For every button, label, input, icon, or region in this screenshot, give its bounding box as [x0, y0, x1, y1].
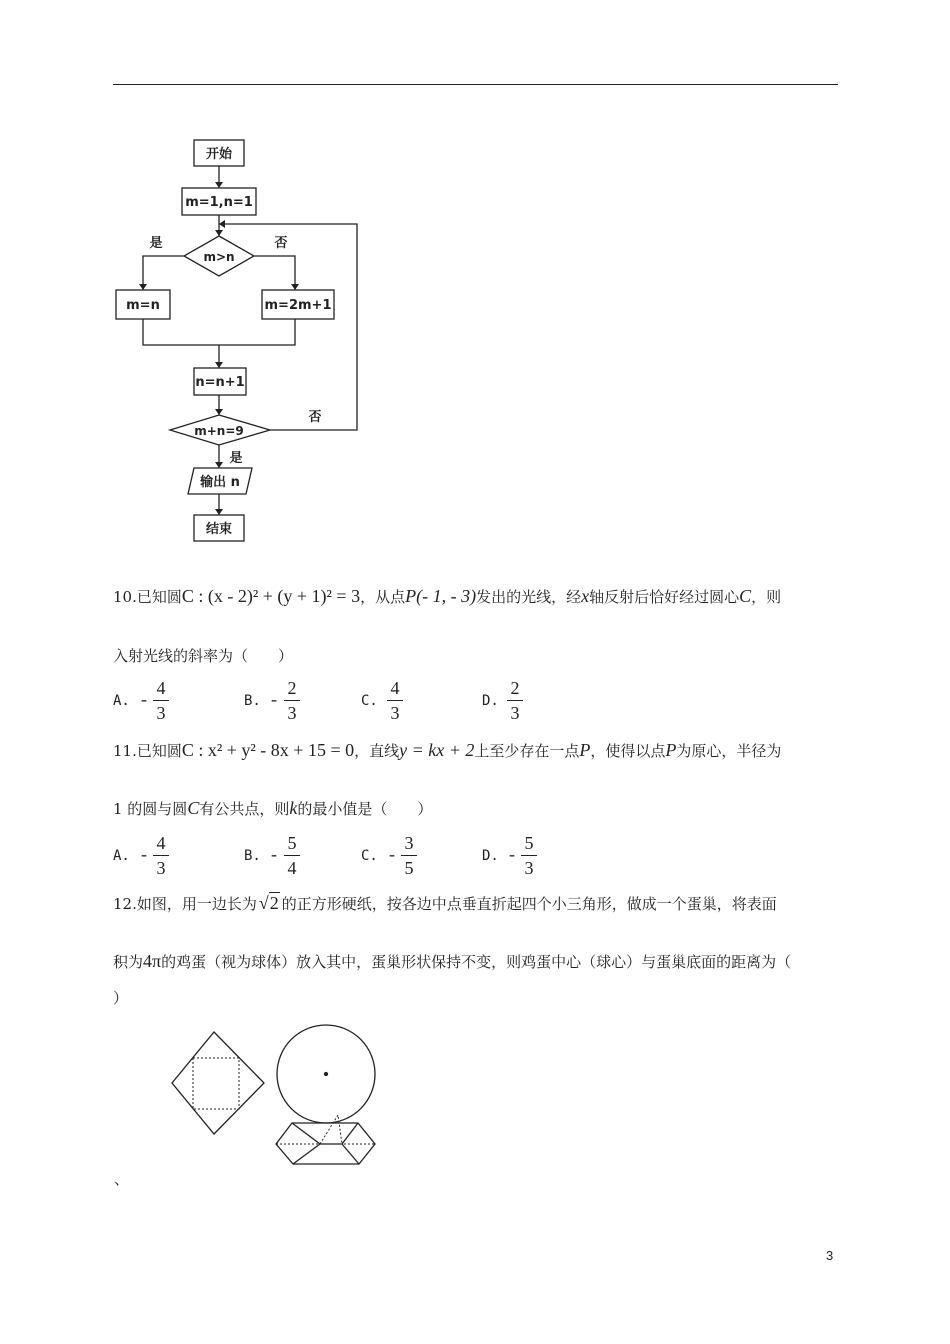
- yes2-label: 是: [229, 451, 243, 466]
- q10-option-b-fraction: [284, 677, 300, 724]
- q10-option-a-sign: -: [141, 689, 147, 709]
- q10-option-c-fraction: [387, 677, 403, 724]
- trailing-mark: 、: [114, 1170, 130, 1188]
- q12-sqrt: √2: [258, 893, 279, 913]
- q12-text2: 的正方形硬纸，按各边中点垂直折起四个小三角形，做成一个蛋巢，将表面: [281, 895, 777, 913]
- flowchart: [100, 130, 380, 550]
- q10-option-c-label: C.: [361, 693, 378, 709]
- q12-text1: 12.如图，用一边长为: [113, 895, 257, 913]
- header-rule: [113, 84, 838, 85]
- q10-option-d-label: D.: [482, 693, 499, 709]
- q12-line2: [113, 951, 791, 972]
- denominator: 3: [287, 703, 297, 723]
- q11-text6: 有公共点，则: [199, 800, 290, 818]
- q11-number: 11.已知圆: [113, 742, 182, 760]
- q10-text1: ，从点: [360, 588, 406, 606]
- q11-line2: [113, 798, 432, 819]
- q10-option-b-sign: -: [271, 689, 277, 709]
- q12-text4: 的鸡蛋（视为球体）放入其中，蛋巢形状保持不变，则鸡蛋中心（球心）与蛋巢底面的距离为（: [161, 953, 792, 971]
- q10-text4: ，则: [751, 588, 782, 606]
- q10-text2: 发出的光线，经: [476, 588, 582, 606]
- q10-option-d-fraction: [507, 677, 523, 724]
- output-label: 输出 n: [200, 475, 240, 490]
- q11-point-p2: P: [665, 740, 677, 760]
- numerator: 5: [524, 833, 534, 853]
- no1-label: 否: [274, 236, 288, 251]
- numerator: 5: [287, 833, 297, 853]
- q12-figure: [160, 1020, 390, 1170]
- q11-line1: [113, 740, 781, 761]
- q11-option-b-fraction: [284, 832, 300, 879]
- q11-text5: 1 的圆与圆: [113, 800, 188, 818]
- numerator: 2: [287, 678, 297, 698]
- q10-option-a-label: A.: [113, 693, 130, 709]
- yes1-label: 是: [149, 236, 163, 251]
- denominator: 3: [156, 858, 166, 878]
- numerator: 3: [404, 833, 414, 853]
- q10-circle-equation: C : (x - 2)² + (y + 1)² = 3: [181, 586, 361, 606]
- q11-option-d-label: D.: [482, 848, 499, 864]
- q11-text4: 为原心，半径为: [676, 742, 782, 760]
- numerator: 4: [156, 833, 166, 853]
- cond1-label: m>n: [203, 250, 235, 264]
- end-label: 结束: [205, 522, 233, 537]
- q11-option-b-sign: -: [271, 844, 277, 864]
- q11-option-a-sign: -: [141, 844, 147, 864]
- q10-line2: 入射光线的斜率为（ ）: [113, 647, 294, 665]
- denominator: 3: [510, 703, 520, 723]
- q10-text3: 轴反射后恰好经过圆心: [589, 588, 740, 606]
- q12-area: 4π: [143, 951, 162, 971]
- q12-line3: ）: [113, 989, 129, 1007]
- q11-circle-c: C: [187, 798, 200, 818]
- numerator: 2: [510, 678, 520, 698]
- denominator: 3: [390, 703, 400, 723]
- no2-label: 否: [308, 410, 322, 425]
- q11-option-b-label: B.: [244, 848, 261, 864]
- page-number: 3: [826, 1248, 834, 1263]
- denominator: 3: [524, 858, 534, 878]
- q11-option-c-fraction: [401, 832, 417, 879]
- q11-text3: ，使得以点: [590, 742, 666, 760]
- denominator: 3: [156, 703, 166, 723]
- numerator: 4: [156, 678, 166, 698]
- start-label: 开始: [205, 147, 233, 162]
- incr-label: n=n+1: [195, 375, 245, 390]
- q11-option-d-sign: -: [509, 844, 515, 864]
- denominator: 5: [404, 858, 414, 878]
- q11-text2: 上至少存在一点: [474, 742, 580, 760]
- q10-point: P(- 1, - 3): [405, 586, 477, 606]
- q11-line-equation: y = kx + 2: [399, 740, 475, 760]
- q10-x-axis: x: [581, 586, 590, 606]
- q12-text3: 积为: [113, 953, 144, 971]
- q10-center-c: C: [739, 586, 752, 606]
- cond2-label: m+n=9: [194, 424, 244, 438]
- left-box-label: m=n: [126, 298, 160, 313]
- init-label: m=1,n=1: [185, 195, 253, 210]
- q11-k: k: [289, 798, 298, 818]
- folded-square: [193, 1058, 239, 1109]
- q10-option-a-fraction: [153, 677, 169, 724]
- q10-line1: [113, 586, 781, 607]
- q11-option-c-label: C.: [361, 848, 378, 864]
- q12-line1: [113, 893, 777, 914]
- q11-option-a-label: A.: [113, 848, 130, 864]
- q11-option-d-fraction: [521, 832, 537, 879]
- q10-option-b-label: B.: [244, 693, 261, 709]
- q11-circle-equation: C : x² + y² - 8x + 15 = 0: [181, 740, 355, 760]
- square-paper: [172, 1032, 264, 1134]
- q11-text1: ，直线: [354, 742, 400, 760]
- numerator: 4: [390, 678, 400, 698]
- q10-number: 10.已知圆: [113, 588, 182, 606]
- q11-option-a-fraction: [153, 832, 169, 879]
- q11-option-c-sign: -: [389, 844, 395, 864]
- q11-text7: 的最小值是（ ）: [297, 800, 433, 818]
- denominator: 4: [287, 858, 297, 878]
- q11-point-p: P: [579, 740, 591, 760]
- right-box-label: m=2m+1: [264, 298, 332, 313]
